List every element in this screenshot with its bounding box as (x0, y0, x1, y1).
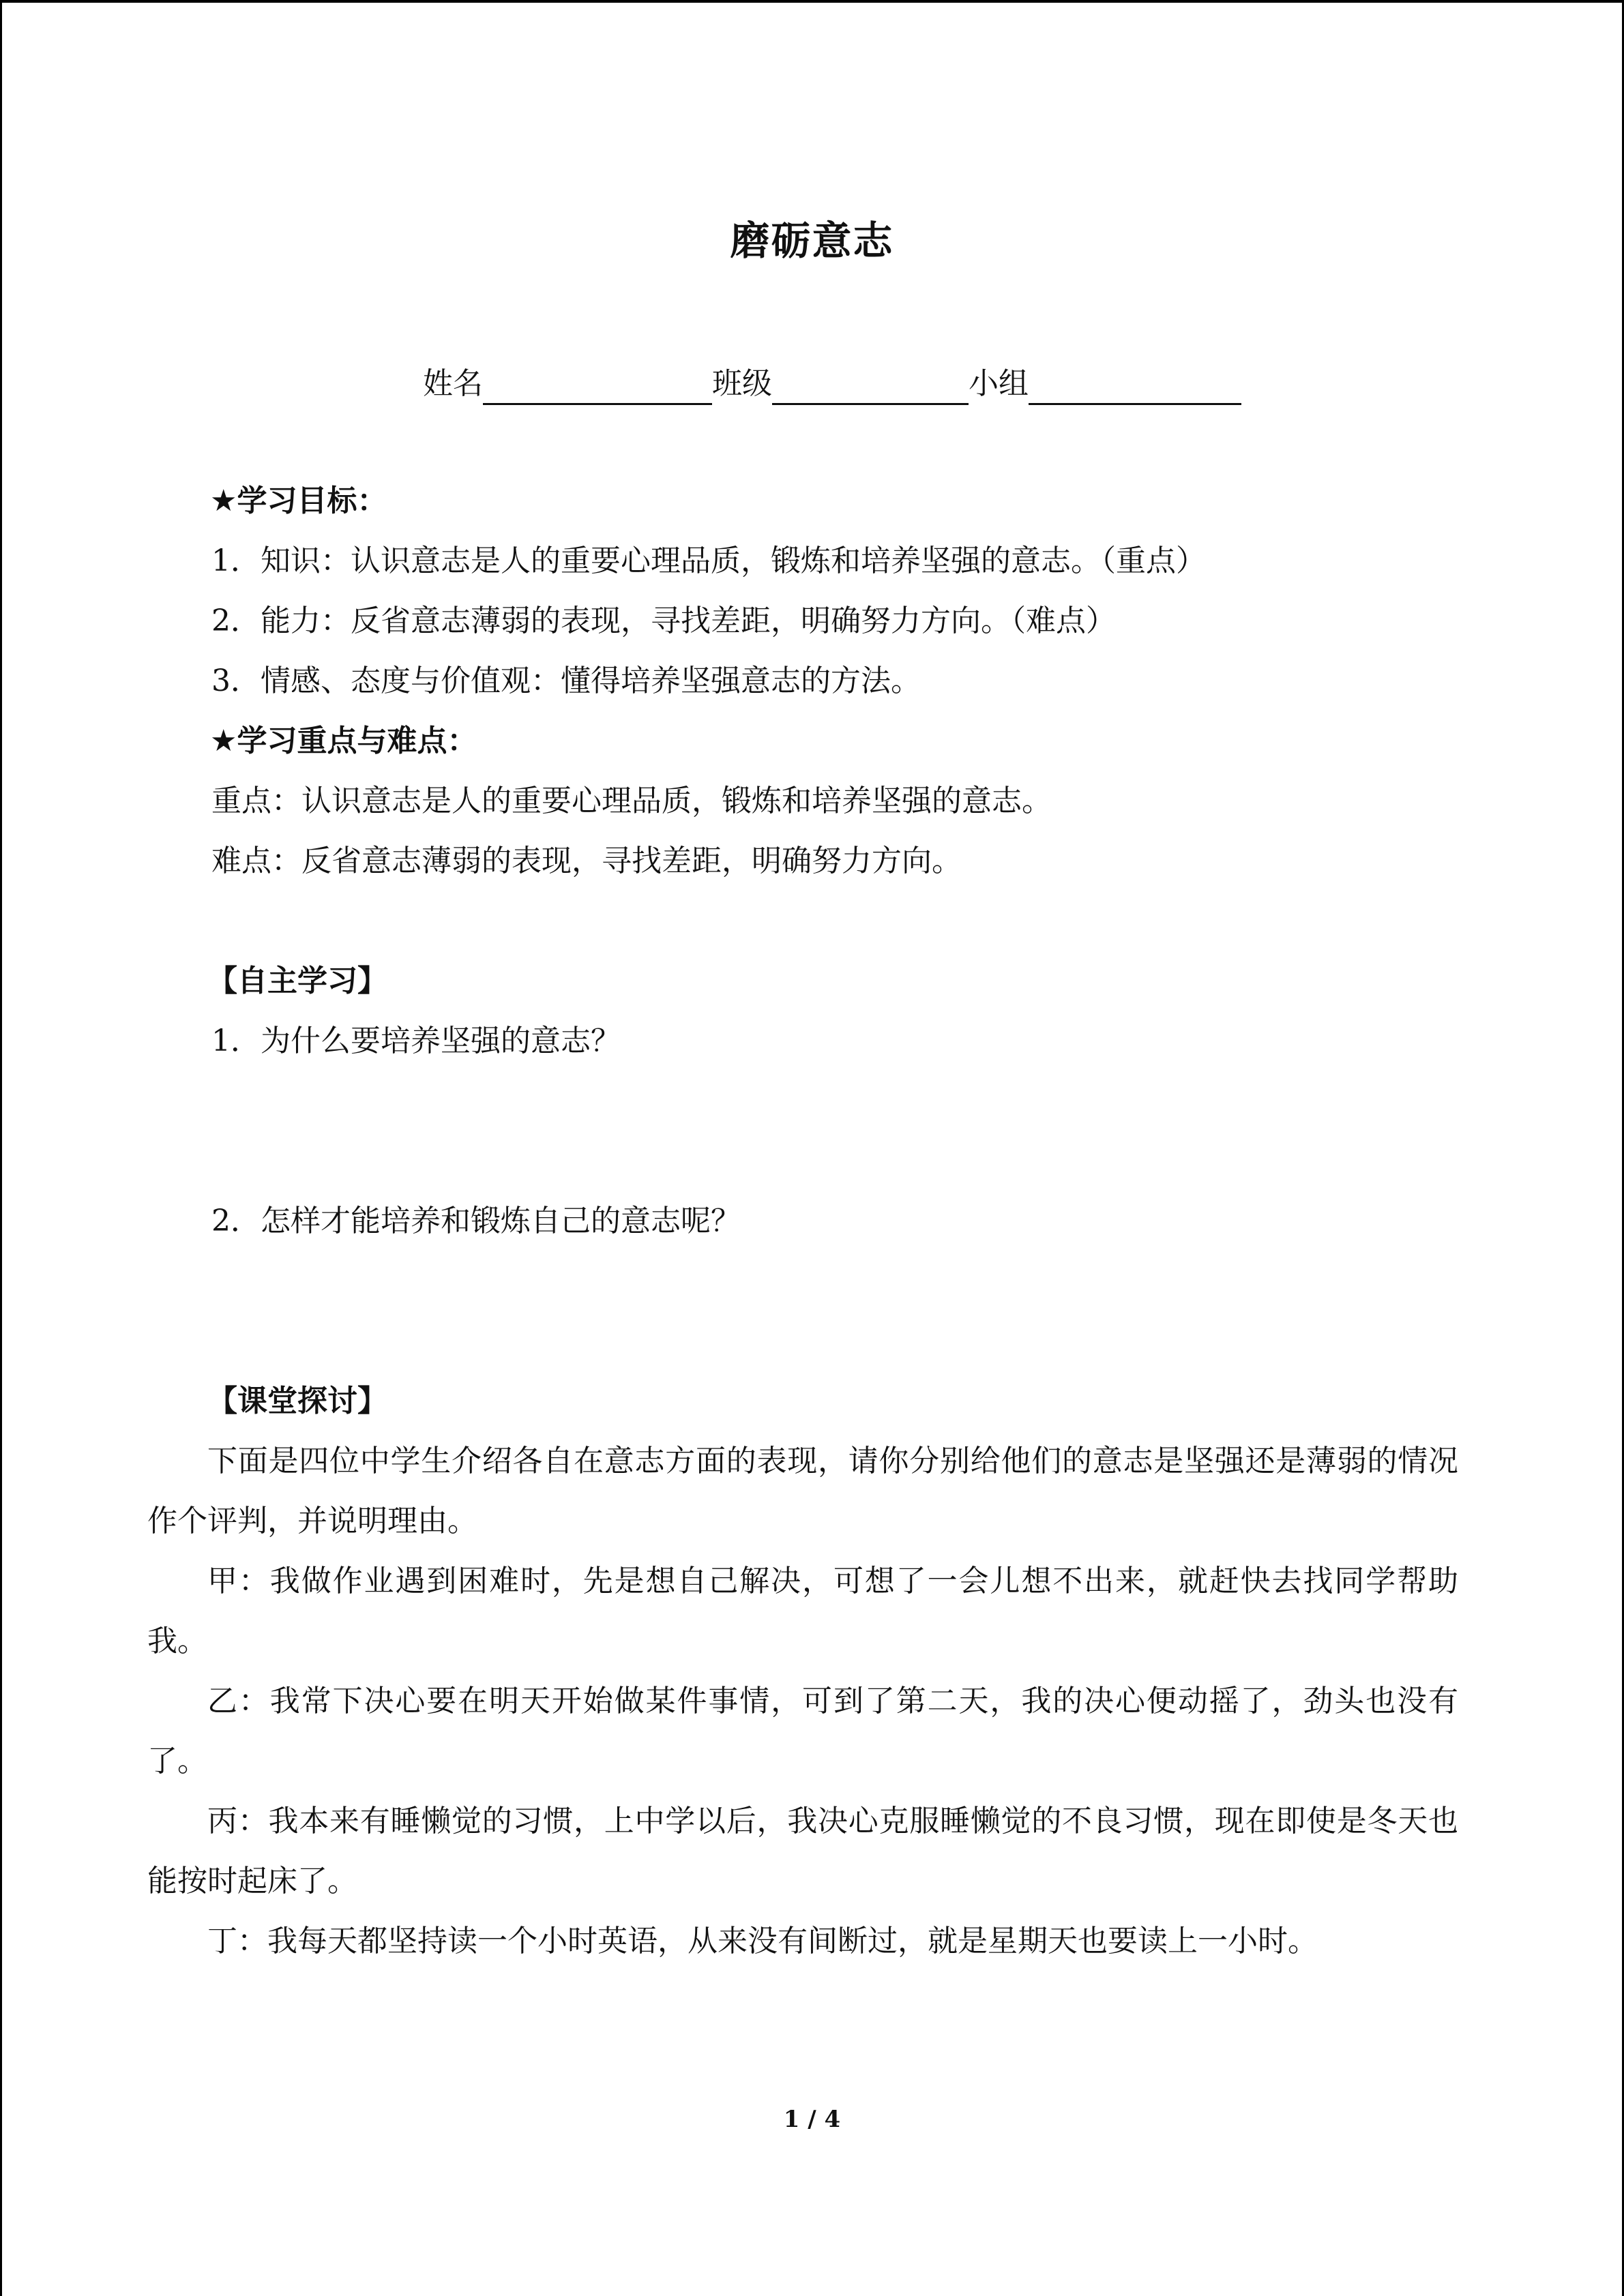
page-number: 1 / 4 (783, 2106, 841, 2133)
document-title: 磨砺意志 (730, 218, 894, 264)
discussion-statement-ding: 丁：我每天都坚持读一个小时英语，从来没有间断过，就是星期天也要读上一小时。 (207, 1924, 1318, 1958)
objective-item-1: 1．知识：认识意志是人的重要心理品质，锻炼和培养坚强的意志。（重点） (211, 543, 1206, 578)
discussion-statement-jia: 甲：我做作业遇到困难时，先是想自己解决，可想了一会儿想不出来，就赶快去找同学帮助我。 (147, 1564, 1458, 1658)
page-border-left (0, 0, 2, 2296)
key-point-important: 重点：认识意志是人的重要心理品质，锻炼和培养坚强的意志。 (211, 784, 1052, 818)
name-label: 姓名 (423, 366, 483, 401)
key-point-difficult: 难点：反省意志薄弱的表现，寻找差距，明确努力方向。 (211, 844, 962, 878)
group-blank[interactable] (1029, 362, 1241, 405)
class-label: 班级 (712, 366, 772, 401)
student-info-line (423, 356, 1241, 412)
self-study-heading: 【自主学习】 (207, 964, 387, 998)
objective-item-2: 2．能力：反省意志薄弱的表现，寻找差距，明确努力方向。（难点） (211, 603, 1116, 638)
discussion-intro: 下面是四位中学生介绍各自在意志方面的表现，请你分别给他们的意志是坚强还是薄弱的情况作个评判，并说明理由。 (147, 1444, 1458, 1538)
objective-item-3: 3．情感、态度与价值观：懂得培养坚强意志的方法。 (211, 664, 921, 698)
discussion-statement-bing: 丙：我本来有睡懒觉的习惯，上中学以后，我决心克服睡懒觉的不良习惯，现在即使是冬天也能按时起床了。 (147, 1804, 1458, 1898)
group-label: 小组 (969, 366, 1029, 401)
self-study-question-2: 2．怎样才能培养和锻炼自己的意志呢？ (211, 1204, 741, 1238)
objectives-heading: ★学习目标： (210, 483, 387, 518)
discussion-heading: 【课堂探讨】 (207, 1384, 387, 1418)
name-blank[interactable] (483, 362, 712, 405)
discussion-statement-yi: 乙：我常下决心要在明天开始做某件事情，可到了第二天，我的决心便动摇了，劲头也没有了。 (147, 1684, 1458, 1778)
key-points-heading: ★学习重点与难点： (210, 724, 477, 758)
self-study-question-1: 1．为什么要培养坚强的意志？ (211, 1024, 621, 1058)
class-blank[interactable] (772, 362, 969, 405)
page-border-top (0, 0, 1624, 3)
